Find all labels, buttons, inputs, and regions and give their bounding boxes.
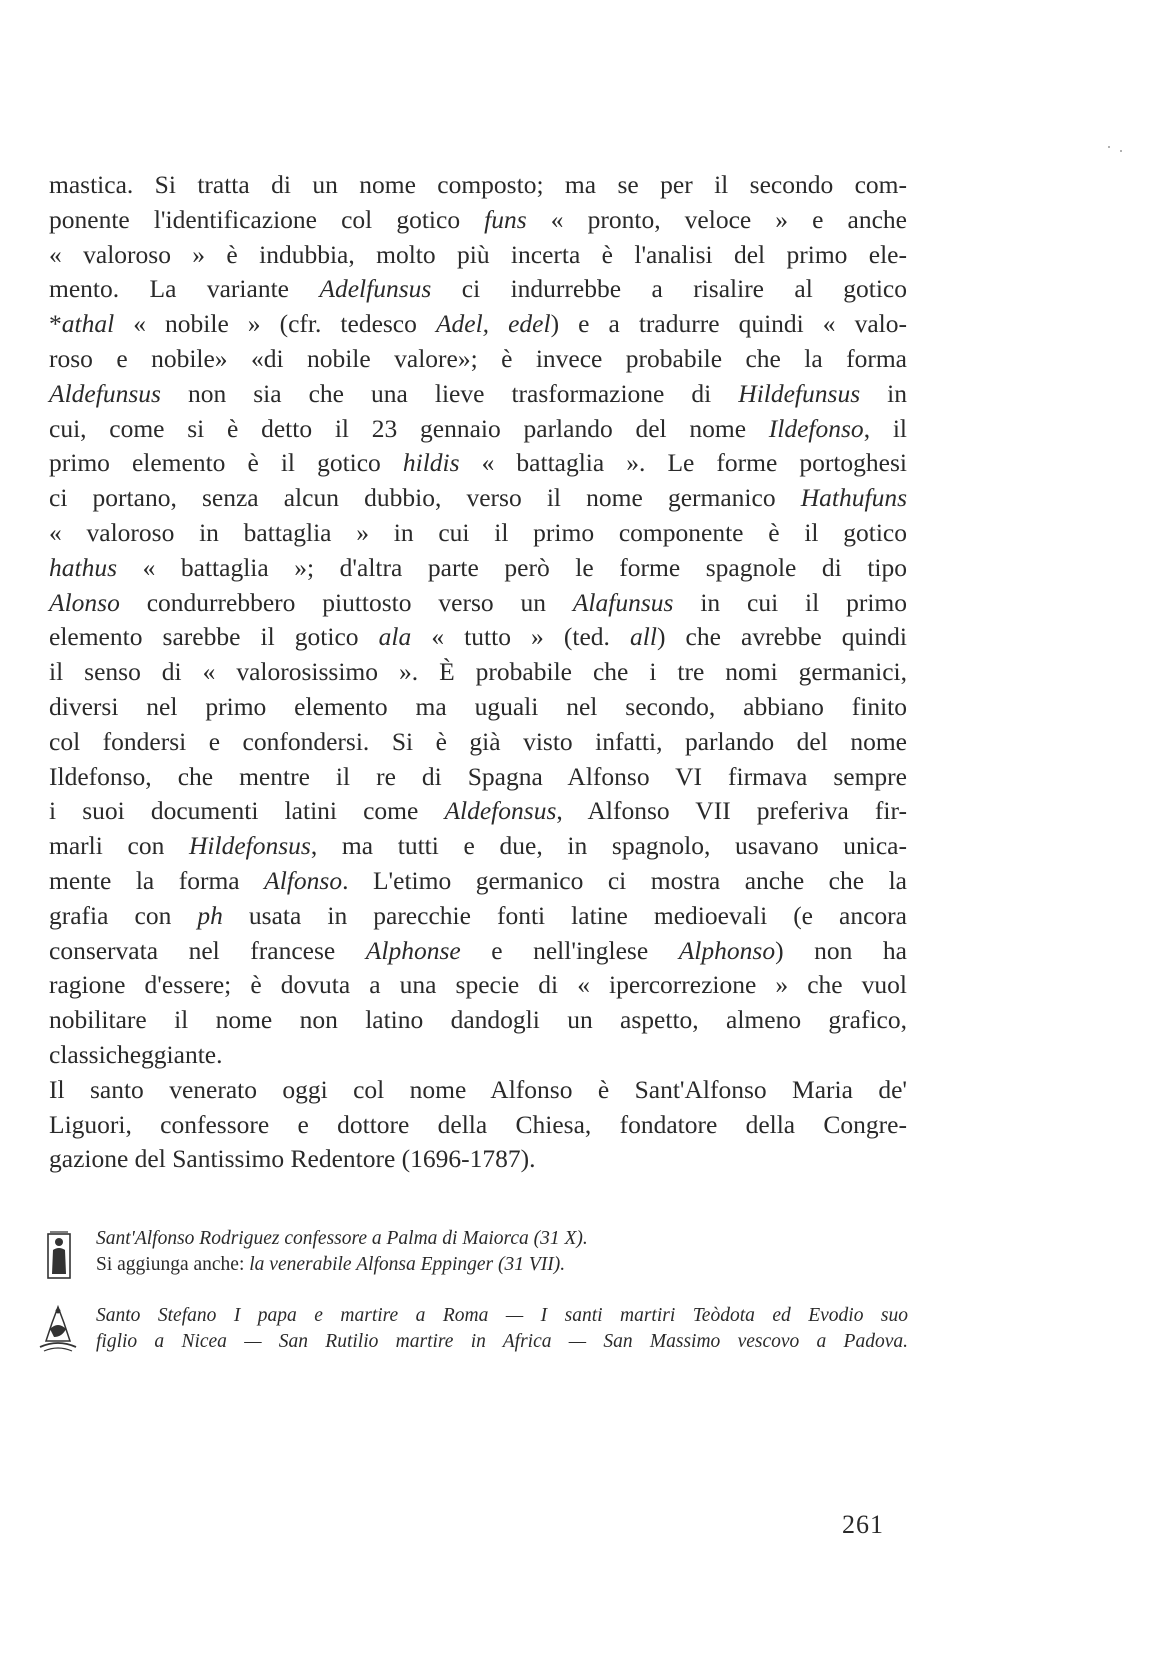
- text-line: *athal « nobile » (cfr. tedesco Adel, edel) e a tradurre quindi « valo-: [49, 309, 907, 339]
- paper-speck: [1120, 150, 1122, 152]
- text-line: col fondersi e confondersi. Si è già visto infatti, parlando del nome: [49, 726, 907, 756]
- italic-term: Alphonse: [365, 935, 461, 965]
- italic-term: Hildefunsus: [738, 378, 861, 408]
- italic-term: Alonso: [49, 587, 120, 617]
- text-line: ci portano, senza alcun dubbio, verso il nome germanico Hathufuns: [49, 483, 907, 513]
- text-line: hathus « battaglia »; d'altra parte però le forme spagnole di tipo: [49, 552, 907, 582]
- text-line: mento. La variante Adelfunsus ci indurrebbe a risalire al gotico: [49, 274, 907, 304]
- text-line: Aldefunsus non sia che una lieve trasformazione di Hildefunsus in: [49, 378, 907, 408]
- text-line: ragione d'essere; è dovuta a una specie di « ipercorrezione » che vuol: [49, 970, 907, 1000]
- italic-term: hildis: [402, 448, 460, 478]
- text-line: primo elemento è il gotico hildis « battaglia ». Le forme portoghesi: [49, 448, 907, 478]
- text-line: [96, 1329, 908, 1355]
- italic-term: Adelfunsus: [319, 274, 432, 304]
- martyr-palm-icon: [38, 1303, 78, 1353]
- paragraph-etymology: [49, 168, 907, 1073]
- text-line: classicheggiante.: [49, 1039, 223, 1069]
- italic-term: ph: [197, 900, 223, 930]
- italic-term: hathus: [49, 552, 118, 582]
- italic-term: ala: [378, 622, 412, 652]
- text-line: nobilitare il nome non latino dandogli un aspetto, almeno grafico,: [49, 1005, 907, 1035]
- italic-term: Santo Stefano I papa e martire a Roma — I santi martiri Teòdota ed Evodio suo: [96, 1305, 908, 1326]
- text-line: diversi nel primo elemento ma uguali nel secondo, abbiano finito: [49, 691, 907, 721]
- text-line: Liguori, confessore e dottore della Chiesa, fondatore della Congre-: [49, 1109, 907, 1139]
- text-line: conservata nel francese Alphonse e nell'inglese Alphonso) non ha: [49, 935, 907, 965]
- text-line: cui, come si è detto il 23 gennaio parlando del nome Ildefonso, il: [49, 413, 907, 443]
- italic-term: Ildefonso: [768, 413, 864, 443]
- italic-term: athal: [61, 309, 115, 339]
- italic-term: Hildefonsus: [189, 831, 311, 861]
- italic-term: la venerabile Alfonsa Eppinger (31 VII).: [249, 1254, 566, 1275]
- text-line: Ildefonso, che mentre il re di Spagna Alfonso VI firmava sempre: [49, 761, 907, 791]
- italic-term: all: [630, 622, 657, 652]
- text-line: elemento sarebbe il gotico ala « tutto » (ted. all) che avrebbe quindi: [49, 622, 907, 652]
- text-line: gazione del Santissimo Redentore (1696-1787).: [49, 1144, 536, 1174]
- note-martyrs: [96, 1303, 908, 1355]
- italic-term: Adel, edel: [435, 309, 551, 339]
- page-number: 261: [842, 1510, 884, 1539]
- italic-term: Hathufuns: [800, 483, 907, 513]
- text-line: Alonso condurrebbero piuttosto verso un Alafunsus in cui il primo: [49, 587, 907, 617]
- text-line: mente la forma Alfonso. L'etimo germanico ci mostra anche che la: [49, 865, 907, 895]
- text-line: [96, 1303, 908, 1329]
- note-saints: [96, 1226, 856, 1278]
- italic-term: Alphonso: [678, 935, 776, 965]
- italic-term: figlio a Nicea — San Rutilio martire in Africa — San Massimo vescovo a Padova.: [96, 1331, 908, 1352]
- main-text: [49, 168, 907, 1177]
- text-line: Si aggiunga anche: la venerabile Alfonsa Eppinger (31 VII).: [96, 1254, 566, 1275]
- paper-speck: [1108, 146, 1110, 148]
- saint-figure-icon: [46, 1230, 72, 1280]
- italic-term: Aldefunsus: [49, 378, 161, 408]
- text-line: [96, 1226, 856, 1252]
- text-line: ponente l'identificazione col gotico funs « pronto, veloce » e anche: [49, 204, 908, 234]
- italic-term: funs: [484, 204, 527, 234]
- italic-term: Alafunsus: [572, 587, 674, 617]
- text-line: roso e nobile» «di nobile valore»; è invece probabile che la forma: [49, 343, 907, 373]
- text-line: Il santo venerato oggi col nome Alfonso è Sant'Alfonso Maria de': [49, 1074, 907, 1104]
- text-line: il senso di « valorosissimo ». È probabile che i tre nomi germanici,: [49, 657, 907, 687]
- text-line: mastica. Si tratta di un nome composto; ma se per il secondo com-: [49, 170, 907, 199]
- text-line: marli con Hildefonsus, ma tutti e due, in spagnolo, usavano unica-: [49, 831, 907, 861]
- italic-term: Aldefonsus: [444, 796, 557, 826]
- text-line: grafia con ph usata in parecchie fonti latine medioevali (e ancora: [49, 900, 907, 930]
- italic-term: Sant'Alfonso Rodriguez confessore a Palma di Maiorca (31 X).: [96, 1228, 588, 1249]
- text-line: « valoroso » è indubbia, molto più incerta è l'analisi del primo ele-: [49, 239, 907, 269]
- paragraph-saint: [49, 1073, 907, 1177]
- text-line: « valoroso in battaglia » in cui il primo componente è il gotico: [49, 517, 907, 547]
- italic-term: Alfonso: [264, 865, 343, 895]
- text-line: i suoi documenti latini come Aldefonsus, Alfonso VII preferiva fir-: [49, 796, 907, 826]
